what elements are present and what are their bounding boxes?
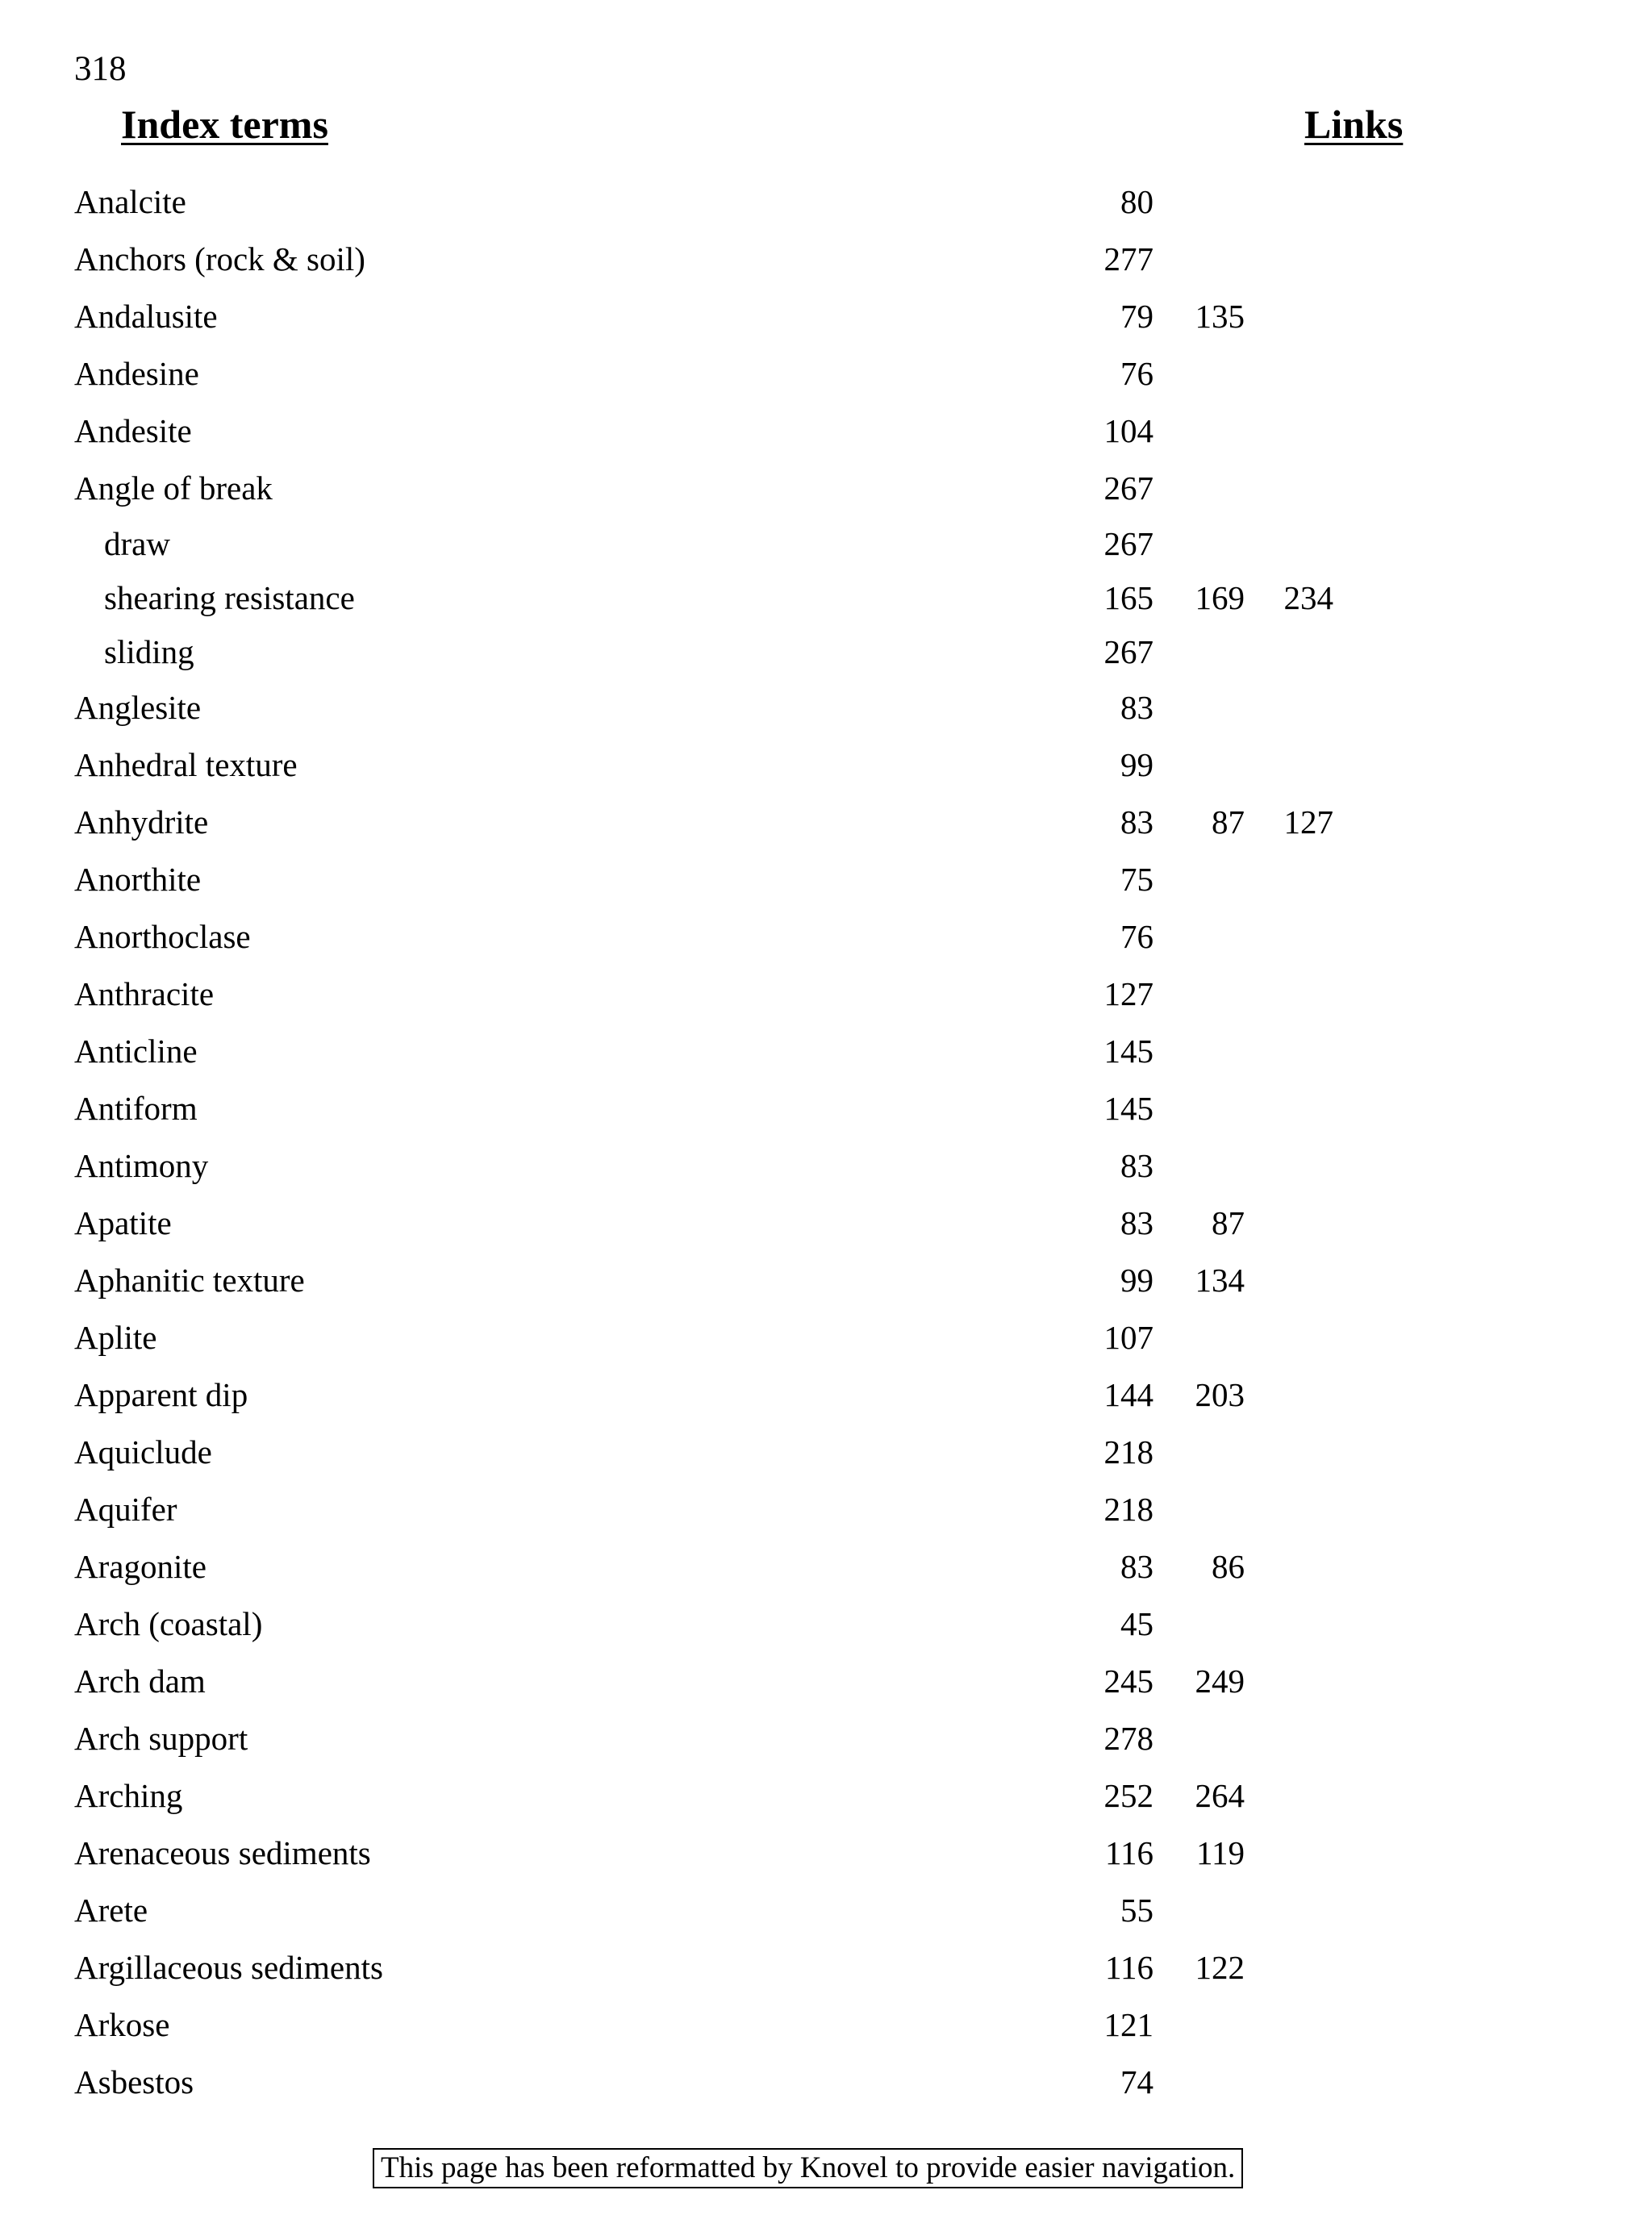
index-term: Anhydrite bbox=[74, 803, 209, 841]
index-term: draw bbox=[104, 525, 170, 562]
page-link[interactable]: 203 bbox=[1195, 1376, 1245, 1413]
index-entry bbox=[0, 1939, 1652, 1996]
index-term: Anorthoclase bbox=[74, 918, 251, 955]
index-entry bbox=[0, 1023, 1652, 1080]
index-entry bbox=[0, 403, 1652, 460]
index-term: Aquiclude bbox=[74, 1433, 212, 1471]
index-entry bbox=[0, 345, 1652, 403]
index-term: Arch dam bbox=[74, 1662, 206, 1700]
page-link[interactable]: 79 bbox=[1120, 298, 1153, 335]
page-link[interactable]: 127 bbox=[1283, 803, 1333, 841]
index-entry bbox=[0, 679, 1652, 736]
knovel-reformat-notice: This page has been reformatted by Knovel to provide easier navigation. bbox=[373, 2148, 1243, 2188]
index-term: Angle of break bbox=[74, 469, 273, 507]
index-entry bbox=[0, 173, 1652, 231]
index-entry bbox=[0, 794, 1652, 851]
page-link[interactable]: 245 bbox=[1103, 1662, 1153, 1700]
index-terms-heading: Index terms bbox=[121, 102, 328, 147]
index-entry bbox=[0, 851, 1652, 908]
index-entry bbox=[0, 1882, 1652, 1939]
page-number: 318 bbox=[74, 50, 127, 88]
page-link[interactable]: 277 bbox=[1103, 240, 1153, 277]
page-link[interactable]: 75 bbox=[1120, 861, 1153, 898]
index-entry bbox=[0, 1653, 1652, 1710]
page-link[interactable]: 135 bbox=[1195, 298, 1245, 335]
page-link[interactable]: 267 bbox=[1103, 469, 1153, 507]
page-link[interactable]: 104 bbox=[1103, 412, 1153, 449]
page-link[interactable]: 55 bbox=[1120, 1892, 1153, 1929]
index-term: Aphanitic texture bbox=[74, 1262, 305, 1299]
page-link[interactable]: 218 bbox=[1103, 1491, 1153, 1528]
index-entry-list bbox=[0, 173, 1652, 2111]
page-link[interactable]: 116 bbox=[1105, 1949, 1153, 1986]
index-term: Arenaceous sediments bbox=[74, 1834, 371, 1871]
index-term: Andesite bbox=[74, 412, 192, 449]
index-subentry bbox=[0, 625, 1652, 679]
index-entry bbox=[0, 1424, 1652, 1481]
page-link[interactable]: 87 bbox=[1212, 1204, 1245, 1241]
page-link[interactable]: 107 bbox=[1103, 1319, 1153, 1356]
page-link[interactable]: 116 bbox=[1105, 1834, 1153, 1871]
page-link[interactable]: 267 bbox=[1103, 525, 1153, 562]
page-link[interactable]: 249 bbox=[1195, 1662, 1245, 1700]
page-link[interactable]: 121 bbox=[1103, 2006, 1153, 2043]
index-term: Analcite bbox=[74, 183, 186, 220]
index-subentry bbox=[0, 571, 1652, 625]
page-link[interactable]: 145 bbox=[1103, 1090, 1153, 1127]
index-entry bbox=[0, 1538, 1652, 1596]
page-link[interactable]: 83 bbox=[1120, 689, 1153, 726]
index-term: Apatite bbox=[74, 1204, 172, 1241]
index-entry bbox=[0, 1366, 1652, 1424]
page-link[interactable]: 127 bbox=[1103, 975, 1153, 1012]
index-term: Anchors (rock & soil) bbox=[74, 240, 365, 277]
page-link[interactable]: 83 bbox=[1120, 803, 1153, 841]
index-entry bbox=[0, 1710, 1652, 1767]
index-term: Andesine bbox=[74, 355, 199, 392]
index-term: Argillaceous sediments bbox=[74, 1949, 383, 1986]
index-entry bbox=[0, 1825, 1652, 1882]
page-link[interactable]: 169 bbox=[1195, 579, 1245, 616]
index-term: Anthracite bbox=[74, 975, 215, 1012]
page-link[interactable]: 144 bbox=[1103, 1376, 1153, 1413]
index-term: Anglesite bbox=[74, 689, 202, 726]
index-entry bbox=[0, 1481, 1652, 1538]
index-entry bbox=[0, 966, 1652, 1023]
page-link[interactable]: 122 bbox=[1195, 1949, 1245, 1986]
index-entry bbox=[0, 288, 1652, 345]
index-term: Asbestos bbox=[74, 2063, 194, 2100]
page-link[interactable]: 83 bbox=[1120, 1548, 1153, 1585]
page-link[interactable]: 80 bbox=[1120, 183, 1153, 220]
index-entry bbox=[0, 1996, 1652, 2054]
page-link[interactable]: 76 bbox=[1120, 355, 1153, 392]
index-term: Anticline bbox=[74, 1032, 198, 1070]
index-term: shearing resistance bbox=[104, 579, 355, 616]
index-term: Apparent dip bbox=[74, 1376, 248, 1413]
index-term: Aplite bbox=[74, 1319, 157, 1356]
index-entry bbox=[0, 460, 1652, 517]
index-entry bbox=[0, 908, 1652, 966]
index-term: Arkose bbox=[74, 2006, 170, 2043]
page-link[interactable]: 74 bbox=[1120, 2063, 1153, 2100]
page-link[interactable]: 267 bbox=[1103, 633, 1153, 670]
index-term: Aquifer bbox=[74, 1491, 177, 1528]
page-link[interactable]: 134 bbox=[1195, 1262, 1245, 1299]
page-link[interactable]: 87 bbox=[1212, 803, 1245, 841]
index-term: Anorthite bbox=[74, 861, 202, 898]
index-entry bbox=[0, 1195, 1652, 1252]
page-link[interactable]: 218 bbox=[1103, 1433, 1153, 1471]
index-term: Antiform bbox=[74, 1090, 198, 1127]
index-term: Antimony bbox=[74, 1147, 209, 1184]
page-link[interactable]: 165 bbox=[1103, 579, 1153, 616]
index-entry bbox=[0, 736, 1652, 794]
index-term: Anhedral texture bbox=[74, 746, 298, 783]
page-link[interactable]: 83 bbox=[1120, 1147, 1153, 1184]
page-link[interactable]: 119 bbox=[1196, 1834, 1245, 1871]
index-entry bbox=[0, 1596, 1652, 1653]
page-link[interactable]: 252 bbox=[1103, 1777, 1153, 1814]
index-term: Arete bbox=[74, 1892, 148, 1929]
index-entry bbox=[0, 1309, 1652, 1366]
index-entry bbox=[0, 1080, 1652, 1137]
index-entry bbox=[0, 231, 1652, 288]
index-entry bbox=[0, 1252, 1652, 1309]
page-link[interactable]: 234 bbox=[1283, 579, 1333, 616]
page-link[interactable]: 99 bbox=[1120, 1262, 1153, 1299]
index-term: Arch support bbox=[74, 1720, 248, 1757]
index-subentry bbox=[0, 517, 1652, 571]
page-link[interactable]: 99 bbox=[1120, 746, 1153, 783]
page-link[interactable]: 45 bbox=[1120, 1605, 1153, 1642]
index-term: Aragonite bbox=[74, 1548, 206, 1585]
index-entry bbox=[0, 1137, 1652, 1195]
index-entry bbox=[0, 1767, 1652, 1825]
page-link[interactable]: 264 bbox=[1195, 1777, 1245, 1814]
index-term: Arch (coastal) bbox=[74, 1605, 263, 1642]
page-link[interactable]: 83 bbox=[1120, 1204, 1153, 1241]
page-link[interactable]: 86 bbox=[1212, 1548, 1245, 1585]
index-term: Arching bbox=[74, 1777, 183, 1814]
page-link[interactable]: 76 bbox=[1120, 918, 1153, 955]
links-heading: Links bbox=[1304, 102, 1404, 147]
index-term: Andalusite bbox=[74, 298, 218, 335]
index-term: sliding bbox=[104, 633, 194, 670]
index-entry bbox=[0, 2054, 1652, 2111]
page-link[interactable]: 145 bbox=[1103, 1032, 1153, 1070]
page-link[interactable]: 278 bbox=[1103, 1720, 1153, 1757]
